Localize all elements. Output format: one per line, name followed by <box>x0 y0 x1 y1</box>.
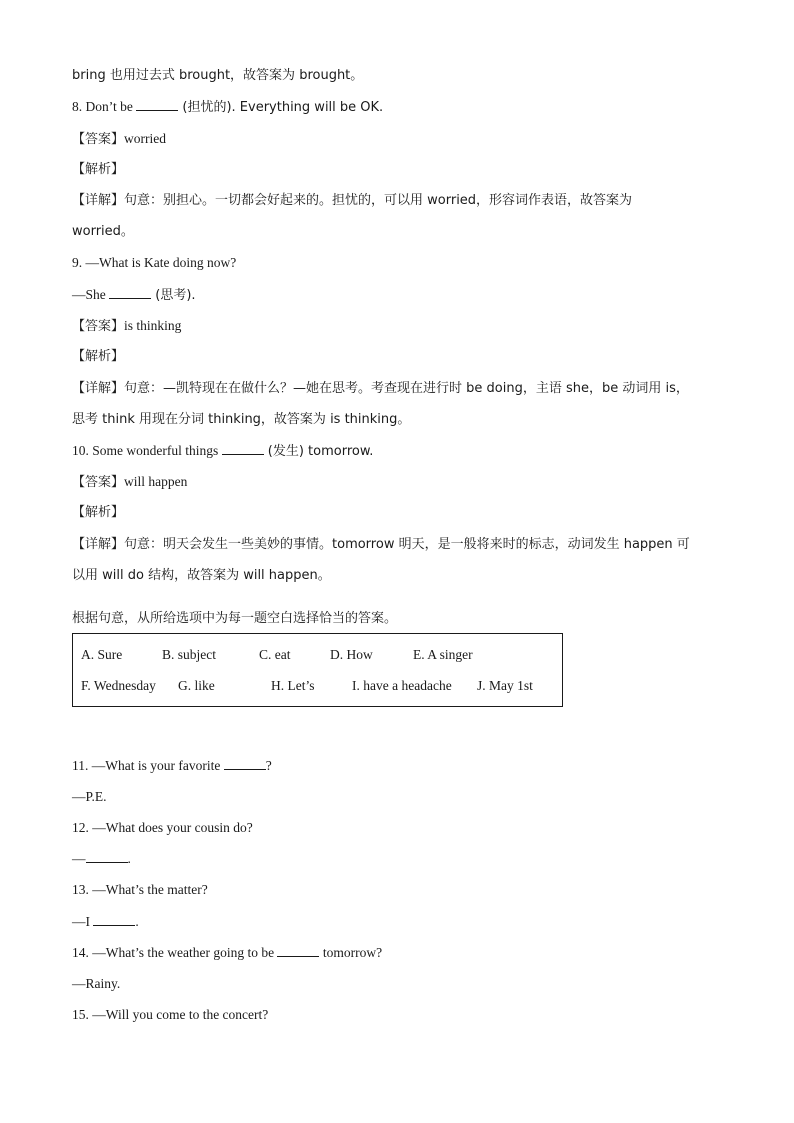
q14-blank <box>277 944 319 957</box>
q12-suffix: . <box>127 851 131 866</box>
detail-label: 【详解】 <box>72 537 125 552</box>
option-a: A. Sure <box>81 647 123 662</box>
q14-reply: —Rainy. <box>72 976 121 991</box>
q8-answer-value: worried <box>124 131 166 146</box>
q10-analysis-label: 【解析】 <box>72 505 125 520</box>
options-box <box>72 633 563 707</box>
q9-blank <box>109 286 151 299</box>
detail-label: 【详解】 <box>72 381 125 396</box>
q10-blank <box>222 442 264 455</box>
q10-question <box>72 442 373 461</box>
q10-detail-text-1: 句意：明天会发生一些美妙的事情。tomorrow 明天，是一般将来时的标志，动词发生 happen 可 <box>124 537 690 552</box>
q14-suffix: tomorrow? <box>319 945 383 960</box>
q10-suffix: (发生) tomorrow. <box>263 444 374 459</box>
q9-answer-value: is thinking <box>124 318 182 333</box>
q9-answer <box>72 317 181 336</box>
answer-label: 【答案】 <box>72 319 125 334</box>
q8-analysis-label: 【解析】 <box>72 162 125 177</box>
q9-question: 9. —What is Kate doing now? <box>72 255 237 270</box>
option-b: B. subject <box>162 647 216 662</box>
q10-detail-line-1 <box>72 536 690 554</box>
q12-blank <box>86 850 128 863</box>
q9-analysis-label: 【解析】 <box>72 349 125 364</box>
q13-suffix: . <box>135 914 139 929</box>
q10-answer <box>72 473 187 492</box>
option-e: E. A singer <box>413 647 473 662</box>
option-c: C. eat <box>259 647 291 662</box>
answer-label: 【答案】 <box>72 132 125 147</box>
q13-response <box>72 913 139 931</box>
q13-prefix: —I <box>72 914 94 929</box>
q11-prefix: 11. —What is your favorite <box>72 758 224 773</box>
option-f: F. Wednesday <box>81 678 156 693</box>
section-instruction: 根据句意，从所给选项中为每一题空白选择恰当的答案。 <box>72 611 398 626</box>
q11-question <box>72 757 272 775</box>
q8-detail-line-2: worried。 <box>72 224 134 239</box>
answer-label: 【答案】 <box>72 475 125 490</box>
q10-detail-line-2: 以用 will do 结构，故答案为 will happen。 <box>72 568 331 583</box>
q10-prefix: 10. Some wonderful things <box>72 443 222 458</box>
q9-suffix: (思考). <box>151 288 196 303</box>
q12-response <box>72 850 131 868</box>
q9-detail-line-2: 思考 think 用现在分词 thinking，故答案为 is thinking。 <box>72 412 411 427</box>
option-j: J. May 1st <box>477 678 533 693</box>
option-h: H. Let’s <box>271 678 315 693</box>
q10-answer-value: will happen <box>124 474 188 489</box>
q8-blank <box>136 98 178 111</box>
q9-detail-line-1 <box>72 380 689 398</box>
detail-label: 【详解】 <box>72 193 125 208</box>
option-i: I. have a headache <box>352 678 452 693</box>
q8-answer <box>72 130 166 149</box>
q8-detail-line-1 <box>72 192 632 210</box>
q9-prefix: —She <box>72 287 110 302</box>
q8-detail-text-1: 句意：别担心。一切都会好起来的。担忧的，可以用 worried，形容词作表语，故答案为 <box>124 193 633 208</box>
q11-reply: —P.E. <box>72 789 107 804</box>
q13-question: 13. —What’s the matter? <box>72 882 208 897</box>
q9-response <box>72 286 196 305</box>
q9-detail-text-1: 句意：—凯特现在在做什么？—她在思考。考查现在进行时 be doing，主语 she，be 动词用 is， <box>124 381 689 396</box>
option-g: G. like <box>178 678 215 693</box>
q14-prefix: 14. —What’s the weather going to be <box>72 945 278 960</box>
q15-question: 15. —Will you come to the concert? <box>72 1007 269 1022</box>
q11-blank <box>224 757 266 770</box>
option-d: D. How <box>330 647 373 662</box>
q7-explanation-tail: bring 也用过去式 brought，故答案为 brought。 <box>72 68 364 83</box>
q8-prefix: 8. Don’t be <box>72 99 137 114</box>
q8-question <box>72 98 383 117</box>
q13-blank <box>93 913 135 926</box>
q8-suffix: (担忧的). Everything will be OK. <box>178 100 384 115</box>
q12-question: 12. —What does your cousin do? <box>72 820 253 835</box>
q14-question <box>72 944 382 962</box>
q11-suffix: ? <box>265 758 272 773</box>
q12-prefix: — <box>72 851 86 866</box>
